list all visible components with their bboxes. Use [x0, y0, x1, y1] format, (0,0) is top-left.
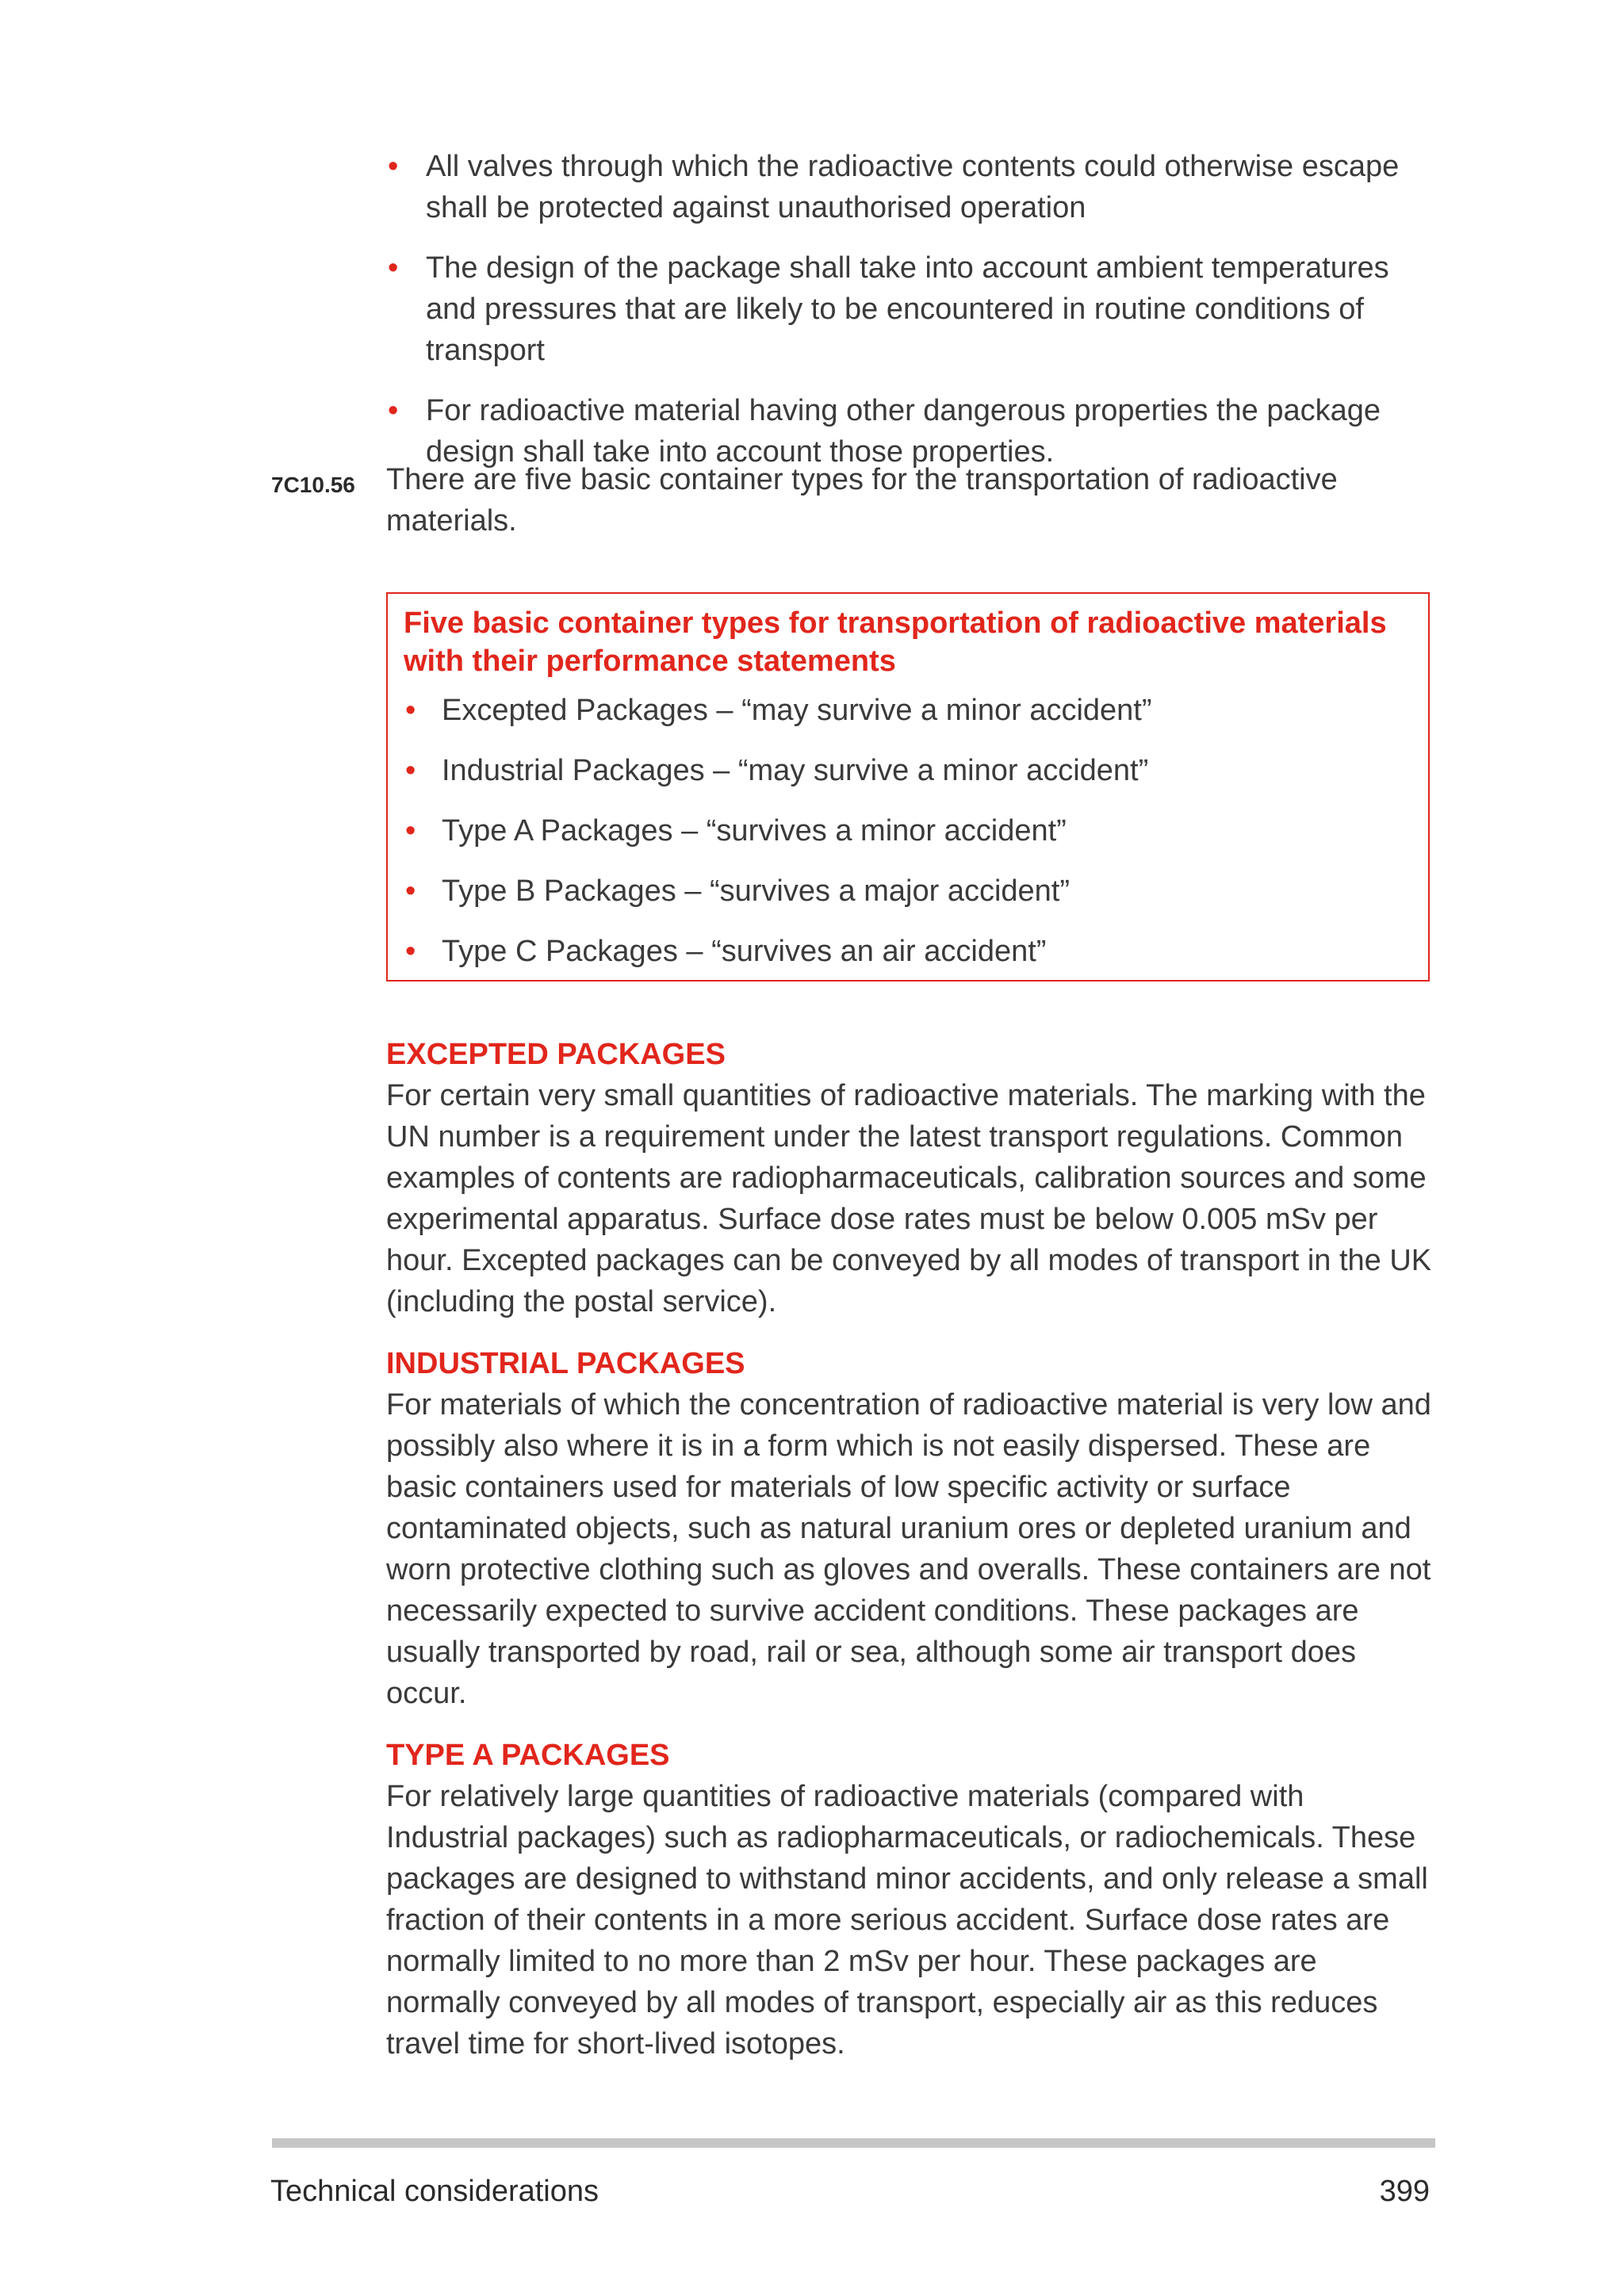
- bullet-text: All valves through which the radioactive contents could otherwise escape shall be protected against unauthorised operation: [426, 150, 1400, 224]
- list-item: [404, 690, 1414, 731]
- bullet-icon: •: [388, 150, 399, 183]
- bullet-icon: •: [405, 874, 416, 908]
- list-item: [404, 871, 1414, 912]
- bullet-icon: •: [405, 935, 416, 968]
- callout-title: Five basic container types for transportation of radioactive materials with their performance statements: [404, 607, 1387, 678]
- section-heading: EXCEPTED PACKAGES: [386, 1038, 726, 1071]
- section-heading: INDUSTRIAL PACKAGES: [386, 1347, 745, 1380]
- bullet-text: The design of the package shall take into account ambient temperatures and pressures that are likely to be encountered in routine conditions of transport: [426, 251, 1389, 367]
- footer-divider: [272, 2138, 1435, 2148]
- list-item: [385, 146, 1439, 228]
- section-body: For certain very small quantities of radioactive materials. The marking with the UN number is a requirement under the latest transport regulations. Common examples of contents are radiopharmaceuticals, calibration sources and some experimental apparatus. Surface dose rates must be below 0.005 mSv per hour. Excepted packages can be conveyed by all modes of transport in the UK (including the postal service).: [386, 1079, 1432, 1318]
- section-body: For materials of which the concentration of radioactive material is very low and possibly also where it is in a form which is not easily dispersed. These are basic containers used for materials of low specific activity or surface contaminated objects, such as natural uranium ores or depleted uranium and worn protective clothing such as gloves and overalls. These containers are not necessarily expected to survive accident conditions. These packages are usually transported by road, rail or sea, although some air transport does occur.: [386, 1388, 1431, 1710]
- footer-section-title: Technical considerations: [270, 2175, 599, 2208]
- list-item: [404, 750, 1414, 791]
- container-type-text: Industrial Packages – “may survive a minor accident”: [442, 754, 1149, 787]
- bullet-icon: •: [388, 251, 399, 285]
- container-type-text: Type C Packages – “survives an air accident”: [442, 935, 1047, 968]
- container-type-text: Type A Packages – “survives a minor accident”: [442, 814, 1067, 848]
- list-item: [404, 931, 1414, 972]
- bullet-icon: •: [405, 754, 416, 787]
- list-item: [385, 247, 1439, 371]
- section-excepted-packages: [386, 1034, 1433, 1322]
- bullet-text: For radioactive material having other dangerous properties the package design shall take into account those properties.: [426, 394, 1381, 469]
- container-types-callout-box: [386, 592, 1430, 982]
- paragraph-text: There are five basic container types for the transportation of radioactive materials.: [386, 463, 1338, 538]
- paragraph-number: 7C10.56: [271, 473, 355, 497]
- bullet-icon: •: [405, 694, 416, 727]
- container-types-list: [404, 690, 1414, 972]
- package-sections: [386, 1034, 1433, 2085]
- bullet-icon: •: [405, 814, 416, 848]
- requirements-bullet-list: [385, 146, 1439, 492]
- page-number: 399: [1379, 2175, 1430, 2208]
- section-industrial-packages: [386, 1343, 1433, 1714]
- section-body: For relatively large quantities of radioactive materials (compared with Industrial packages) such as radiopharmaceuticals, or radiochemicals. These packages are designed to withstand minor accidents, and only release a small fraction of their contents in a more serious accident. Surface dose rates are normally limited to no more than 2 mSv per hour. These packages are normally conveyed by all modes of transport, especially air as this reduces travel time for short-lived isotopes.: [386, 1780, 1428, 2061]
- container-type-text: Excepted Packages – “may survive a minor accident”: [442, 694, 1152, 727]
- container-type-text: Type B Packages – “survives a major accident”: [442, 874, 1071, 908]
- section-heading: TYPE A PACKAGES: [386, 1739, 670, 1772]
- list-item: [404, 810, 1414, 851]
- bullet-icon: •: [388, 394, 399, 427]
- section-type-a-packages: [386, 1735, 1433, 2064]
